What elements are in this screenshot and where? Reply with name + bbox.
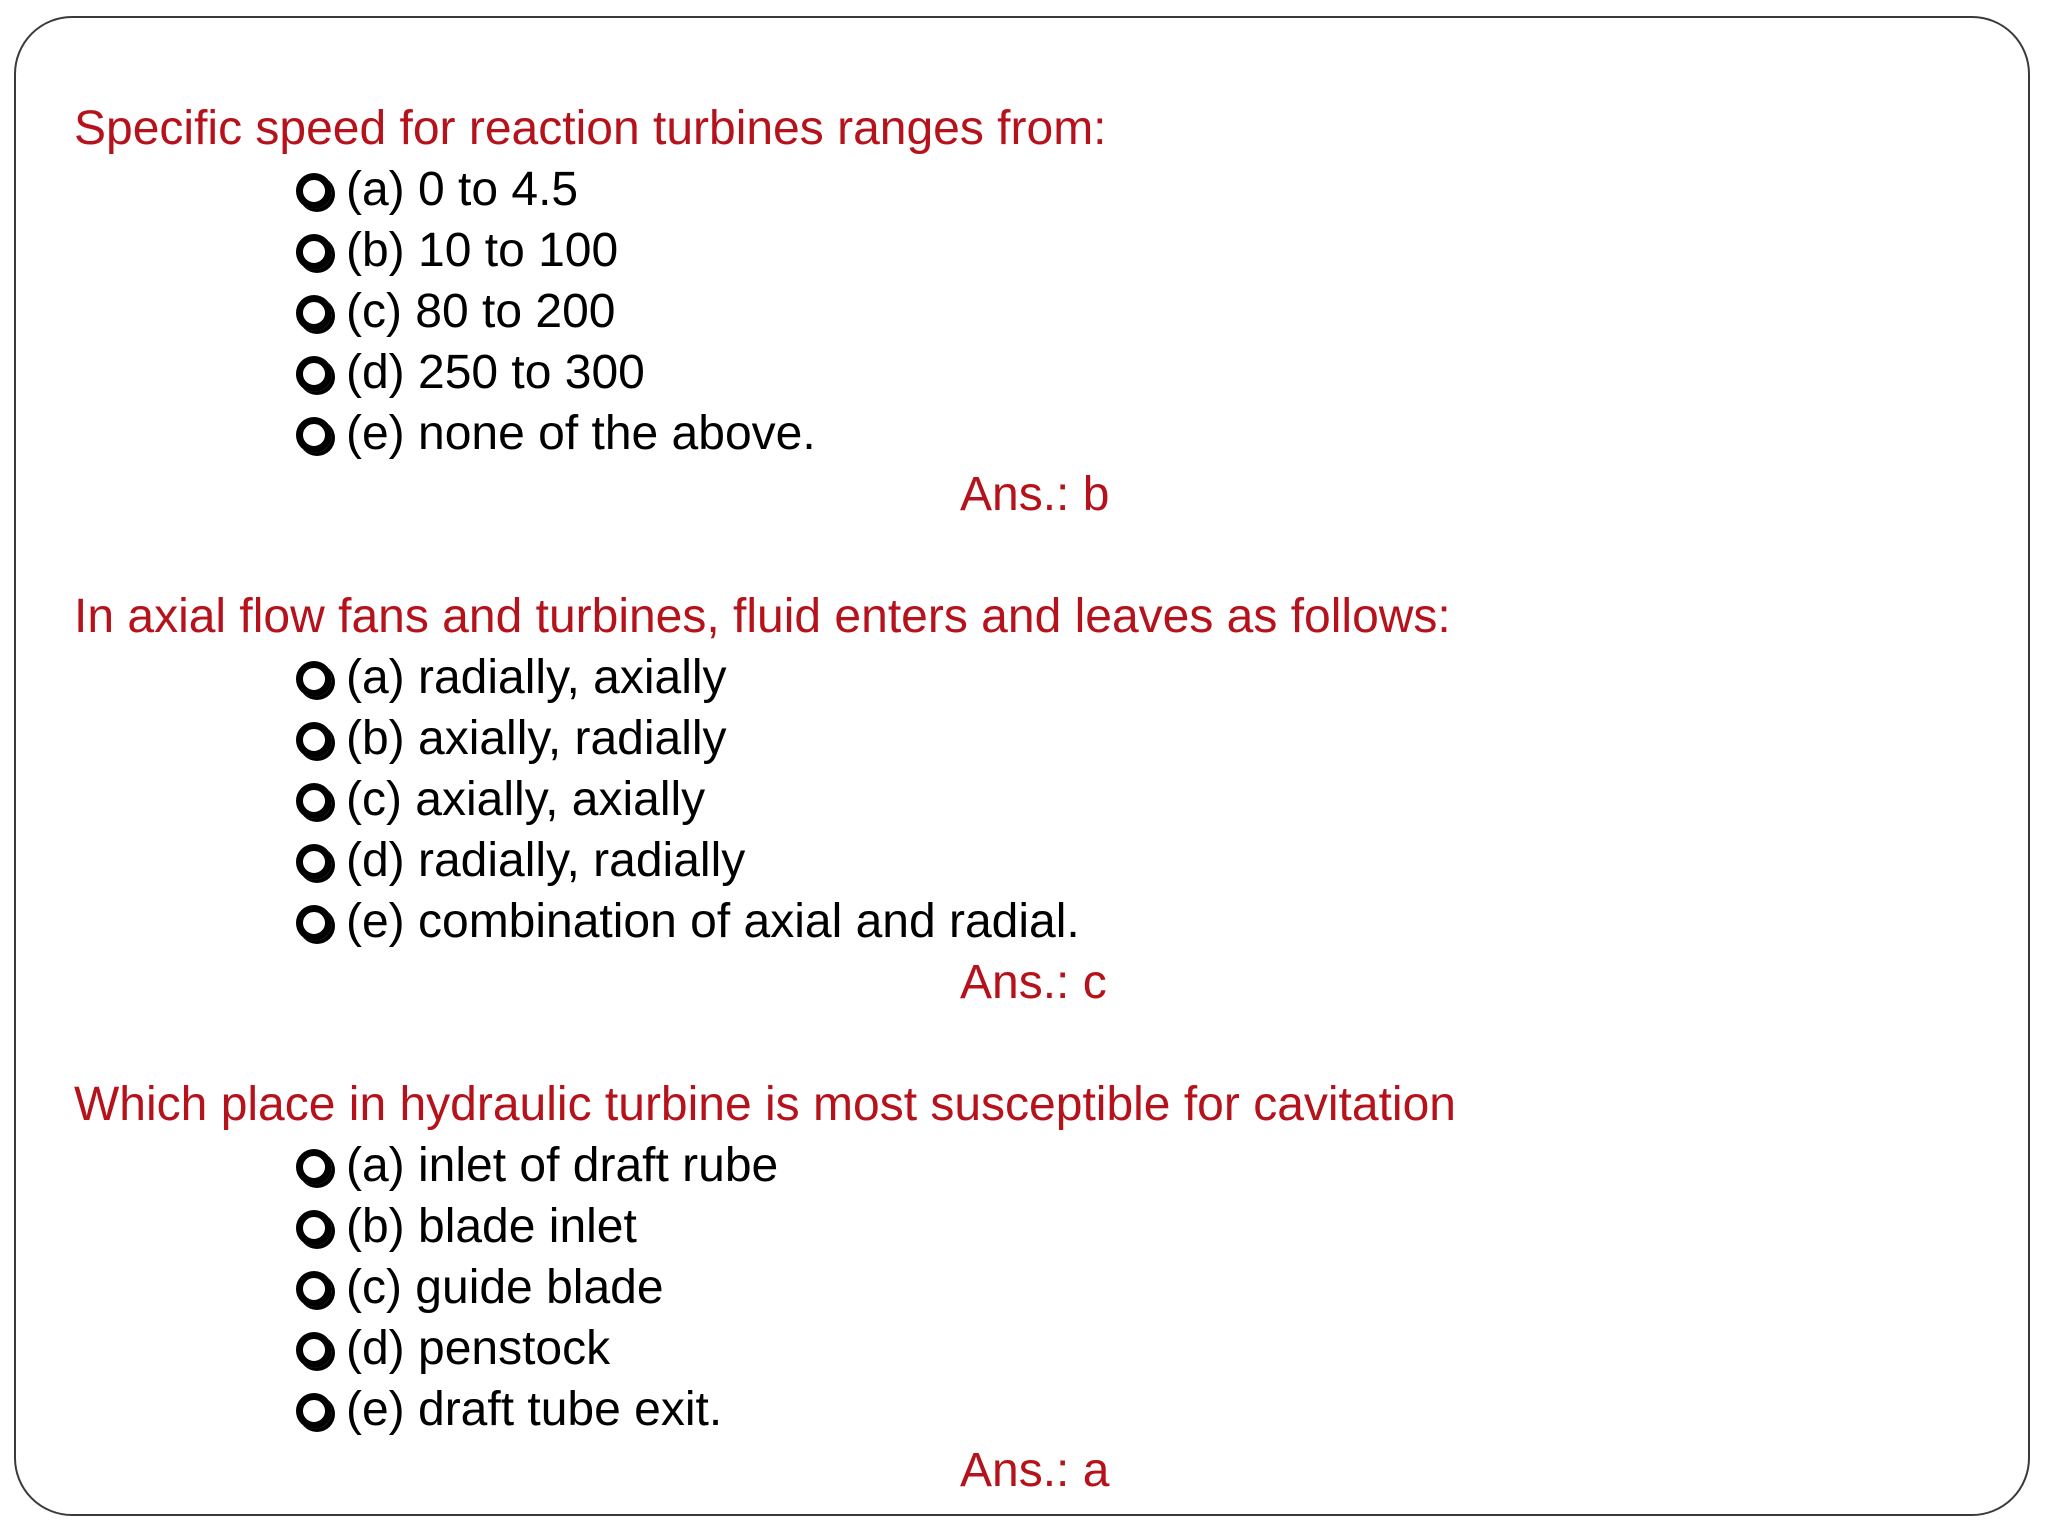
option-label: (e) none of the above. [346,407,816,460]
quiz-content [74,98,1974,1501]
question-text: In axial flow fans and turbines, fluid enters and leaves as follows: [74,590,1451,643]
option-item [296,1135,1974,1196]
option-item [296,403,1974,464]
bullet-icon [296,1210,332,1246]
option-item [296,769,1974,830]
question-block-1 [74,98,1974,525]
option-list [74,159,1974,464]
option-list [74,647,1974,952]
option-item [296,220,1974,281]
bullet-icon [296,1149,332,1185]
bullet-icon [296,173,332,209]
bullet-icon [296,1332,332,1368]
answer-text: Ans.: a [960,1444,1110,1497]
option-item [296,281,1974,342]
question-text: Which place in hydraulic turbine is most susceptible for cavitation [74,1078,1456,1131]
option-label: (e) draft tube exit. [346,1383,723,1436]
option-label: (d) 250 to 300 [346,346,645,399]
bullet-icon [296,1393,332,1429]
option-item [296,1318,1974,1379]
option-item [296,708,1974,769]
option-item [296,159,1974,220]
option-label: (b) blade inlet [346,1200,637,1253]
option-item [296,342,1974,403]
option-label: (c) 80 to 200 [346,285,616,338]
bullet-icon [296,1271,332,1307]
answer-text: Ans.: c [960,956,1107,1009]
bullet-icon [296,234,332,270]
bullet-icon [296,356,332,392]
question-text: Specific speed for reaction turbines ranges from: [74,102,1107,155]
slide-frame [14,16,2030,1516]
option-label: (b) axially, radially [346,712,727,765]
option-item [296,891,1974,952]
bullet-icon [296,844,332,880]
option-item [296,1257,1974,1318]
option-label: (a) 0 to 4.5 [346,163,579,216]
option-label: (d) radially, radially [346,834,746,887]
bullet-icon [296,783,332,819]
option-item [296,1379,1974,1440]
bullet-icon [296,905,332,941]
option-label: (d) penstock [346,1322,611,1375]
bullet-icon [296,417,332,453]
option-label: (a) inlet of draft rube [346,1139,779,1192]
option-item [296,830,1974,891]
option-list [74,1135,1974,1440]
bullet-icon [296,722,332,758]
question-block-3 [74,1074,1974,1501]
option-label: (e) combination of axial and radial. [346,895,1080,948]
answer-text: Ans.: b [960,468,1110,521]
option-label: (b) 10 to 100 [346,224,619,277]
bullet-icon [296,661,332,697]
option-label: (c) guide blade [346,1261,664,1314]
option-label: (c) axially, axially [346,773,706,826]
bullet-icon [296,295,332,331]
option-item [296,1196,1974,1257]
option-label: (a) radially, axially [346,651,727,704]
option-item [296,647,1974,708]
question-block-2 [74,586,1974,1013]
